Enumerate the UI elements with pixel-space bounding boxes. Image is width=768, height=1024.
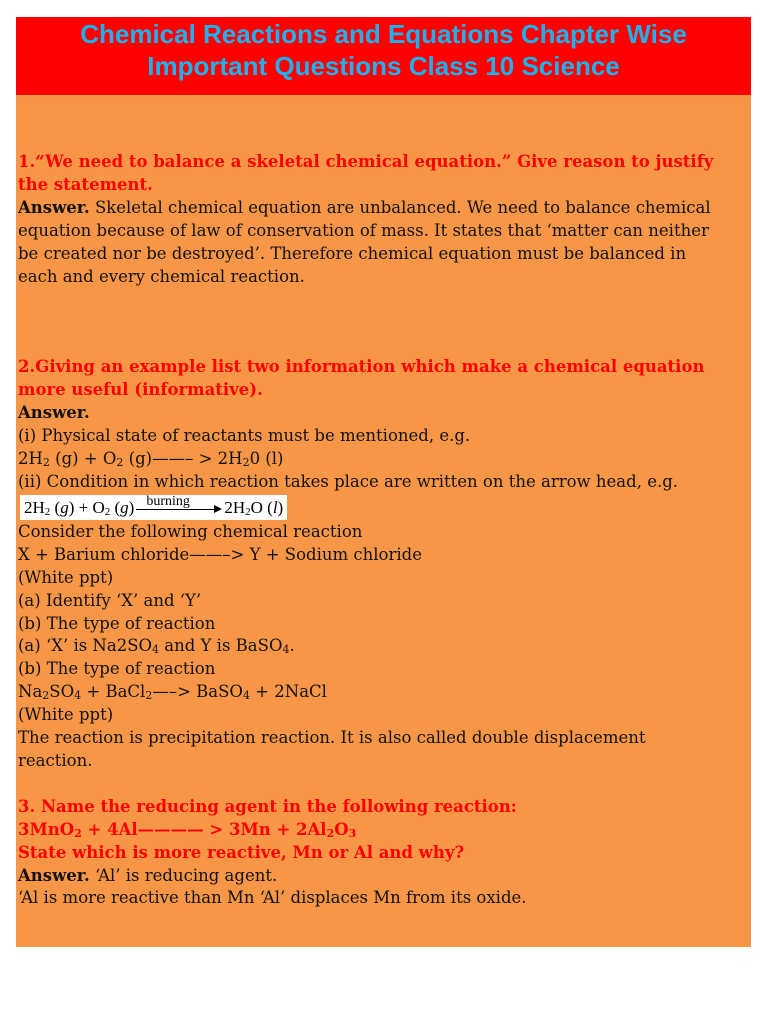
answer-label: Answer.: [18, 197, 90, 217]
equation-water-formation: $2H_2$ $(g) + O_2$ (g)——– > $2H_20$ (l): [18, 449, 284, 470]
q2-question-line-1: 2.Giving an example list two information which make a chemical equation: [18, 357, 705, 377]
answer-label: Answer.: [18, 865, 90, 885]
equation-barium-sulphate: $Na_2SO_4$ + BaCl$_2$—–> BaSO$_4$ + 2NaCl: [18, 682, 327, 703]
q3-answer-line-2: ‘Al is more reactive than Mn ‘Al’ displaces Mn from its oxide.: [18, 888, 527, 908]
arrow-label: burning: [146, 493, 190, 509]
content-panel: [16, 95, 751, 947]
q1-answer-line-1: [18, 197, 748, 220]
q2-answer-b: (b) The type of reaction: [18, 659, 216, 679]
q2-line-5: (b) The type of reaction: [18, 613, 216, 633]
q1-answer-text: Skeletal chemical equation are unbalanced. We need to balance chemical: [89, 197, 711, 217]
q2-conclusion-line-2: reaction.: [18, 750, 93, 770]
title-banner: [16, 17, 751, 95]
equation-box: $2H_2$ $(g) + O_2$ (g) burning $2H_2O$ (l): [20, 495, 287, 520]
q3-question: 3. Name the reducing agent in the following reaction:: [18, 796, 517, 816]
q3-equation: 3MnO$_2$ + 4Al———— > $3Mn + 2Al_2O_3$: [18, 819, 357, 840]
reaction-arrow: [136, 495, 222, 520]
q1-answer-line-2: equation because of law of conservation of mass. It states that ‘matter can neither: [18, 220, 709, 240]
q1-question-line-1: 1.“We need to balance a skeletal chemical equation.” Give reason to justify: [18, 152, 714, 171]
q2-answer-a: (a) ‘X’ is $Na2SO_4$ and Y is BaSO$_4$.: [18, 636, 295, 657]
q2-line-3: (White ppt): [18, 567, 114, 587]
q2-question-line-2: more useful (informative).: [18, 380, 263, 400]
q1-question-line-2: the statement.: [18, 174, 153, 194]
q2-line-1: Consider the following chemical reaction: [18, 521, 363, 541]
q2-line-2: X + Barium chloride——–> Y + Sodium chloride: [18, 544, 422, 564]
content-text: [18, 151, 748, 910]
answer-label: Answer.: [18, 403, 90, 423]
q1-answer-line-3: be created nor be destroyed’. Therefore chemical equation must be balanced in: [18, 243, 687, 263]
q3-question-2: State which is more reactive, Mn or Al and why?: [18, 842, 465, 862]
page-title-line-1: Chemical Reactions and Equations Chapter Wise: [80, 19, 687, 49]
q2-conclusion-line-1: The reaction is precipitation reaction. It is also called double displacement: [18, 728, 646, 748]
document-page: [16, 17, 751, 908]
q2-point-2: (ii) Condition in which reaction takes place are written on the arrow head, e.g.: [18, 471, 679, 491]
q2-white-ppt: (White ppt): [18, 705, 114, 725]
q3-answer-line-1: Answer. ‘Al’ is reducing agent.: [18, 865, 278, 885]
q2-point-1: (i) Physical state of reactants must be mentioned, e.g.: [18, 426, 471, 446]
q1-answer-line-4: each and every chemical reaction.: [18, 266, 305, 286]
equation-image-burning: [18, 494, 748, 521]
page-title-line-2: Important Questions Class 10 Science: [147, 51, 620, 81]
q2-line-4: (a) Identify ‘X’ and ‘Y’: [18, 590, 202, 610]
